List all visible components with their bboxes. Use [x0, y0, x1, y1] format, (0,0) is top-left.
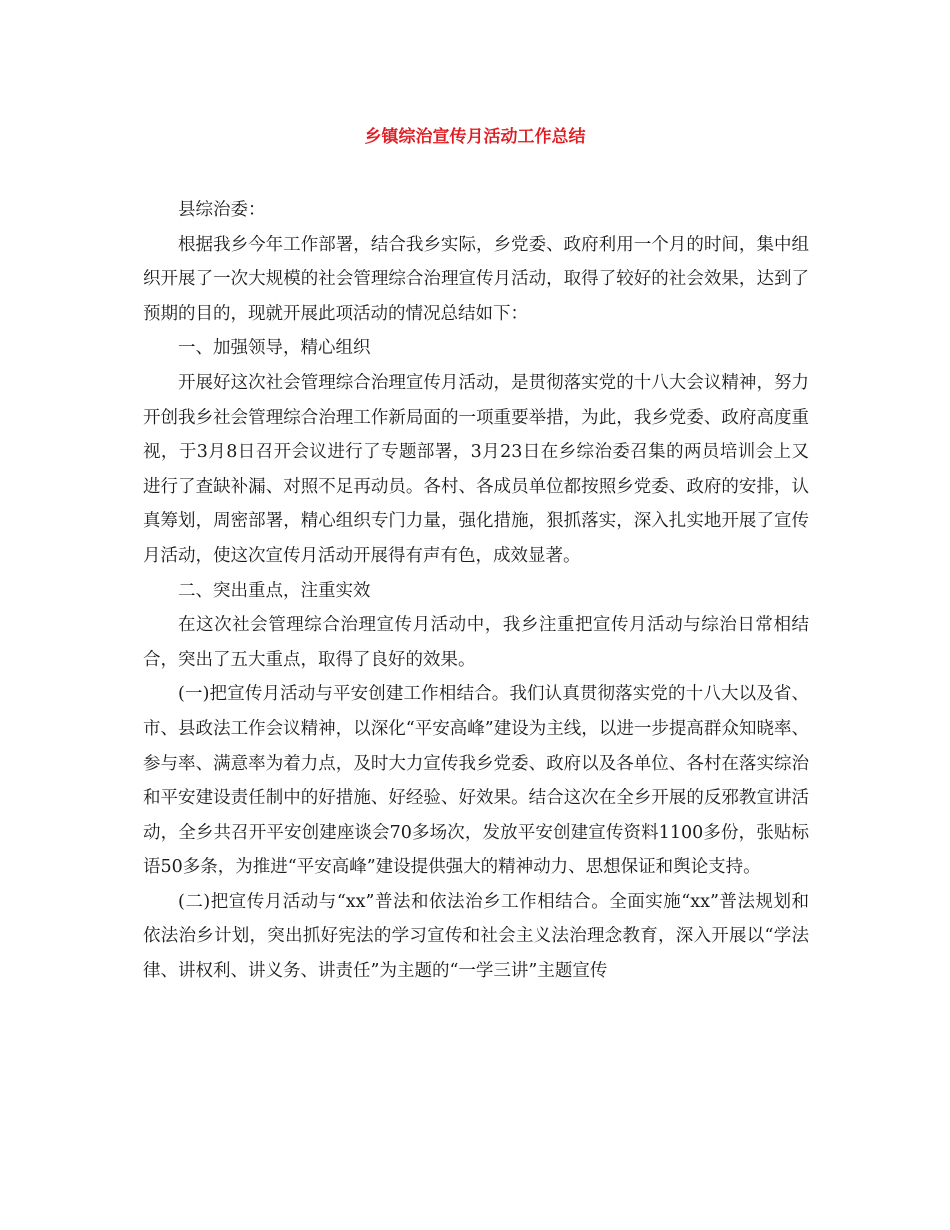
section-heading-1: 一、加强领导，精心组织	[178, 338, 371, 359]
section-heading-2: 二、突出重点，注重实效	[178, 580, 371, 601]
paragraph-point-2: (二)把宣传月活动与“xx”普法和依法治乡工作相结合。全面实施“xx”普法规划和依法治乡计划，突出抓好宪法的学习宣传和社会主义法治理念教育，深入开展以“学法律、讲权利、讲义务、讲责任”为主题的“一学三讲”主题宣传	[143, 891, 809, 982]
paragraph-point-1: (一)把宣传月活动与平安创建工作相结合。我们认真贯彻落实党的十八大以及省、市、县政法工作会议精神，以深化“平安高峰”建设为主线，以进一步提高群众知晓率、参与率、满意率为着力点，及时大力宣传我乡党委、政府以及各单位、各村在落实综治和平安建设责任制中的好措施、好经验、好效果。结合这次在全乡开展的反邪教宣讲活动，全乡共召开平安创建座谈会70多场次，发放平安创建宣传资料1100多份，张贴标语50多条，为推进“平安高峰”建设提供强大的精神动力、思想保证和舆论支持。	[143, 684, 809, 878]
document-title: 乡镇综治宣传月活动工作总结	[364, 127, 586, 147]
paragraph-section-1: 开展好这次社会管理综合治理宣传月活动，是贯彻落实党的十八大会议精神，努力开创我乡社会管理综合治理工作新局面的一项重要举措，为此，我乡党委、政府高度重视，于3月8日召开会议进行了专题部署，3月23日在乡综治委召集的两员培训会上又进行了查缺补漏、对照不足再动员。各村、各成员单位都按照乡党委、政府的安排，认真筹划，周密部署，精心组织专门力量，强化措施，狠抓落实，深入扎实地开展了宣传月活动，使这次宣传月活动开展得有声有色，成效显著。	[143, 372, 809, 566]
salutation: 县综治委：	[178, 200, 266, 220]
document-body	[143, 193, 809, 989]
paragraph-section-2-intro: 在这次社会管理综合治理宣传月活动中，我乡注重把宣传月活动与综治日常相结合，突出了五大重点，取得了良好的效果。	[143, 615, 809, 670]
paragraph-intro: 根据我乡今年工作部署，结合我乡实际，乡党委、政府利用一个月的时间，集中组织开展了一次大规模的社会管理综合治理宣传月活动，取得了较好的社会效果，达到了预期的目的，现就开展此项活动的情况总结如下：	[143, 234, 809, 324]
